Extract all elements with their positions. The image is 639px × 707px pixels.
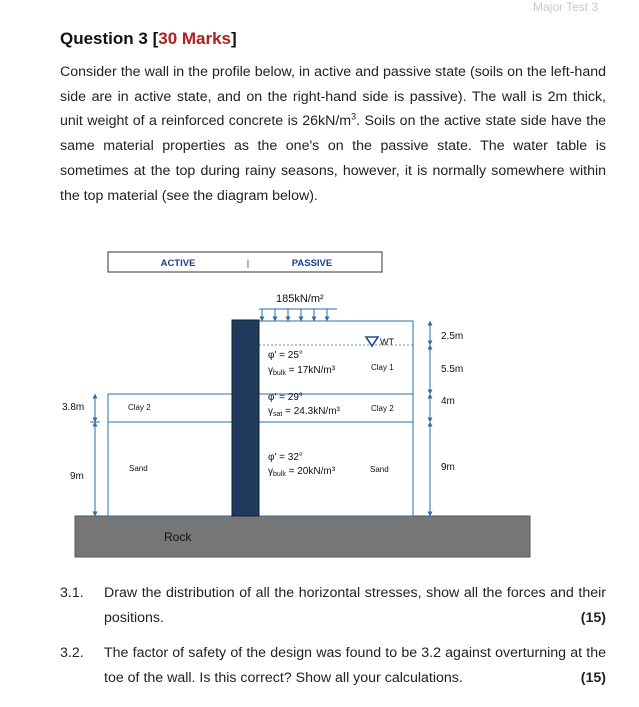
- left-sand-label: Sand: [129, 464, 148, 473]
- rock-label: Rock: [164, 530, 192, 544]
- right-dim-3: 4m: [441, 396, 455, 407]
- paragraph-part2: . Soils on the active state side have the same material properties as the one's on the passive state. The water table is sometimes at the top during rainy seasons, however, it is normally somewhere within the top material (see the diagram below).: [60, 113, 606, 204]
- gamma-subscript: bulk: [273, 370, 286, 377]
- legend-divider: |: [246, 258, 250, 269]
- subquestion-points: (15): [580, 609, 606, 626]
- left-dimension-line: [90, 396, 100, 514]
- layer2-phi: φ' = 29°: [268, 392, 303, 403]
- left-soil-outline: [108, 394, 232, 516]
- title-suffix: ]: [231, 29, 237, 48]
- layer1-name: Clay 1: [371, 363, 394, 372]
- gamma-value: = 20kN/m³: [285, 466, 336, 477]
- left-dim-sand: 9m: [70, 471, 84, 482]
- legend-box: [108, 252, 382, 272]
- layer1-phi: φ' = 25°: [268, 350, 303, 361]
- right-dim-4: 9m: [441, 462, 455, 473]
- rock-layer: [75, 516, 530, 557]
- right-dim-1: 2.5m: [441, 331, 464, 342]
- layer2-name: Clay 2: [371, 404, 394, 413]
- gamma-subscript: sat: [273, 411, 283, 418]
- surcharge-arrows: [262, 309, 327, 319]
- gamma-value: = 17kN/m³: [285, 365, 336, 376]
- left-dim-clay: 3.8m: [62, 402, 85, 413]
- gamma-symbol: γ: [268, 466, 273, 477]
- question-title: [60, 29, 237, 49]
- layer3-name: Sand: [370, 465, 389, 474]
- layer3-phi: φ' = 32°: [268, 452, 303, 463]
- wall-profile-diagram: [0, 240, 639, 570]
- subquestion-number: 3.1.: [60, 585, 84, 601]
- right-dim-2: 5.5m: [441, 364, 464, 375]
- title-prefix: Question 3 [: [60, 29, 159, 48]
- test-header: Major Test 3: [533, 0, 599, 14]
- water-table-label: WT: [380, 337, 394, 347]
- paragraph-sup: 3: [351, 111, 357, 122]
- subquestion-3-2: [60, 641, 606, 691]
- retaining-wall: [232, 320, 259, 516]
- left-clay-label: Clay 2: [128, 403, 151, 412]
- gamma-symbol: γ: [268, 365, 273, 376]
- question-marks: 30 Marks: [158, 29, 232, 48]
- paragraph-part1: Consider the wall in the profile below, in active and passive state (soils on the left-hand side are in active state, and on the right-hand side is passive). The wall is 2m thick, unit weight of a reinforced concrete is 26kN/m: [60, 64, 606, 130]
- subquestion-text: Draw the distribution of all the horizontal stresses, show all the forces and their positions.: [104, 585, 606, 626]
- subquestion-points: (15): [580, 669, 606, 686]
- subquestion-text: The factor of safety of the design was found to be 3.2 against overturning at the toe of the wall. Is this correct? Show all your calculations.: [104, 645, 606, 686]
- legend-passive: PASSIVE: [291, 258, 333, 269]
- gamma-symbol: γ: [268, 406, 273, 417]
- question-paragraph: [60, 60, 606, 208]
- subquestion-3-1: [60, 581, 606, 631]
- subquestion-number: 3.2.: [60, 645, 84, 661]
- gamma-subscript: bulk: [273, 471, 286, 478]
- gamma-value: = 24.3kN/m³: [282, 406, 340, 417]
- legend-active: ACTIVE: [160, 258, 196, 269]
- surcharge-label: 185kN/m²: [276, 293, 324, 305]
